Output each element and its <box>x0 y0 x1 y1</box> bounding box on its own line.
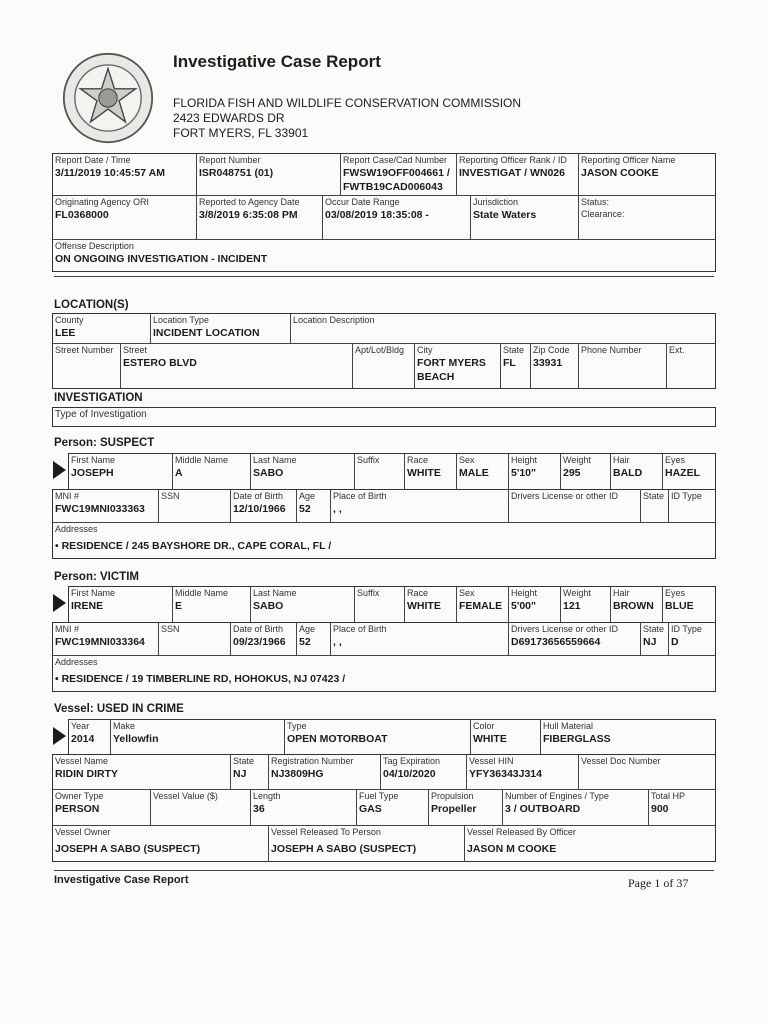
suspect-table: First Name JOSEPH Middle Name A Last Name SABO Suffix Race WHITE Sex MALE Height 5'10" Weight 295 Hair BALD Eyes HAZEL <box>68 453 716 490</box>
suspect-id-table: MNI # FWC19MNI033363 SSN Date of Birth 12/10/1966 Age 52 Place of Birth , , Drivers License or other ID State ID Type Addresses • RESIDENCE / 245 BAYSHORE DR., CAPE CORAL, FL / <box>52 489 716 559</box>
victim-heading: Person: VICTIM <box>54 571 139 583</box>
suspect-heading: Person: SUSPECT <box>54 437 155 449</box>
victim-id-table: MNI # FWC19MNI033364 SSN Date of Birth 09/23/1966 Age 52 Place of Birth , , Drivers License or other ID D69173656559664 State NJ ID Type D Addresses • RESIDENCE / 19 TIMBERLINE RD, HOHOKUS, NJ 07423 / <box>52 622 716 692</box>
agency-address: FLORIDA FISH AND WILDLIFE CONSERVATION COMMISSION 2423 EDWARDS DR FORT MYERS, FL 33901 <box>173 96 522 140</box>
vessel-heading: Vessel: USED IN CRIME <box>54 703 184 715</box>
page-title: Investigative Case Report <box>173 52 381 71</box>
victim-table: First Name IRENE Middle Name E Last Name SABO Suffix Race WHITE Sex FEMALE Height 5'00" Weight 121 Hair BROWN Eyes BLUE <box>68 586 716 623</box>
footer-title: Investigative Case Report <box>54 874 189 886</box>
location-heading: LOCATION(S) <box>54 299 129 311</box>
expand-arrow-icon <box>53 727 66 745</box>
investigation-table: Type of Investigation <box>52 407 716 427</box>
vessel-table-top: Year 2014 Make Yellowfin Type OPEN MOTORBOAT Color WHITE Hull Material FIBERGLASS <box>68 719 716 755</box>
location-table: County LEE Location Type INCIDENT LOCATION Location Description Street Number Street ESTERO BLVD Apt/Lot/Bldg City FORT MYERS BEACH State FL Zip Code 33931 Phone Number Ext. <box>52 313 716 389</box>
report-header-table: Report Date / Time 3/11/2019 10:45:57 AM Report Number ISR048751 (01) Report Case/Cad Number FWSW19OFF004661 / FWTB19CAD006043 Reporting Officer Rank / ID INVESTIGAT / WN026 Reporting Officer Name JASON COOKE Originating Agency ORI FL0368000 Reported to Agency Date 3/8/2019 6:35:08 PM Occur Date Range 03/08/2019 18:35:08 - Jurisdiction State Waters Status: Clearance: Offense Description ON ONGOING INVESTIGATION - INCIDENT <box>52 153 716 272</box>
expand-arrow-icon <box>53 594 66 612</box>
page-number: Page 1 of 37 <box>628 876 689 890</box>
vessel-table: Vessel Name RIDIN DIRTY State NJ Registration Number NJ3809HG Tag Expiration 04/10/2020 Vessel HIN YFY36343J314 Vessel Doc Number Owner Type PERSON Vessel Value ($) Length 36 Fuel Type GAS Propulsion Propeller Number of Engines / Type 3 / OUTBOARD Total HP 900 Vessel Owner JOSEPH A SABO (SUSPECT) Vessel Released To Person JOSEPH A SABO (SUSPECT) Vessel Released By Officer JASON M COOKE <box>52 754 716 862</box>
expand-arrow-icon <box>53 461 66 479</box>
law-enforcement-seal <box>62 52 154 144</box>
investigation-heading: INVESTIGATION <box>54 392 143 404</box>
